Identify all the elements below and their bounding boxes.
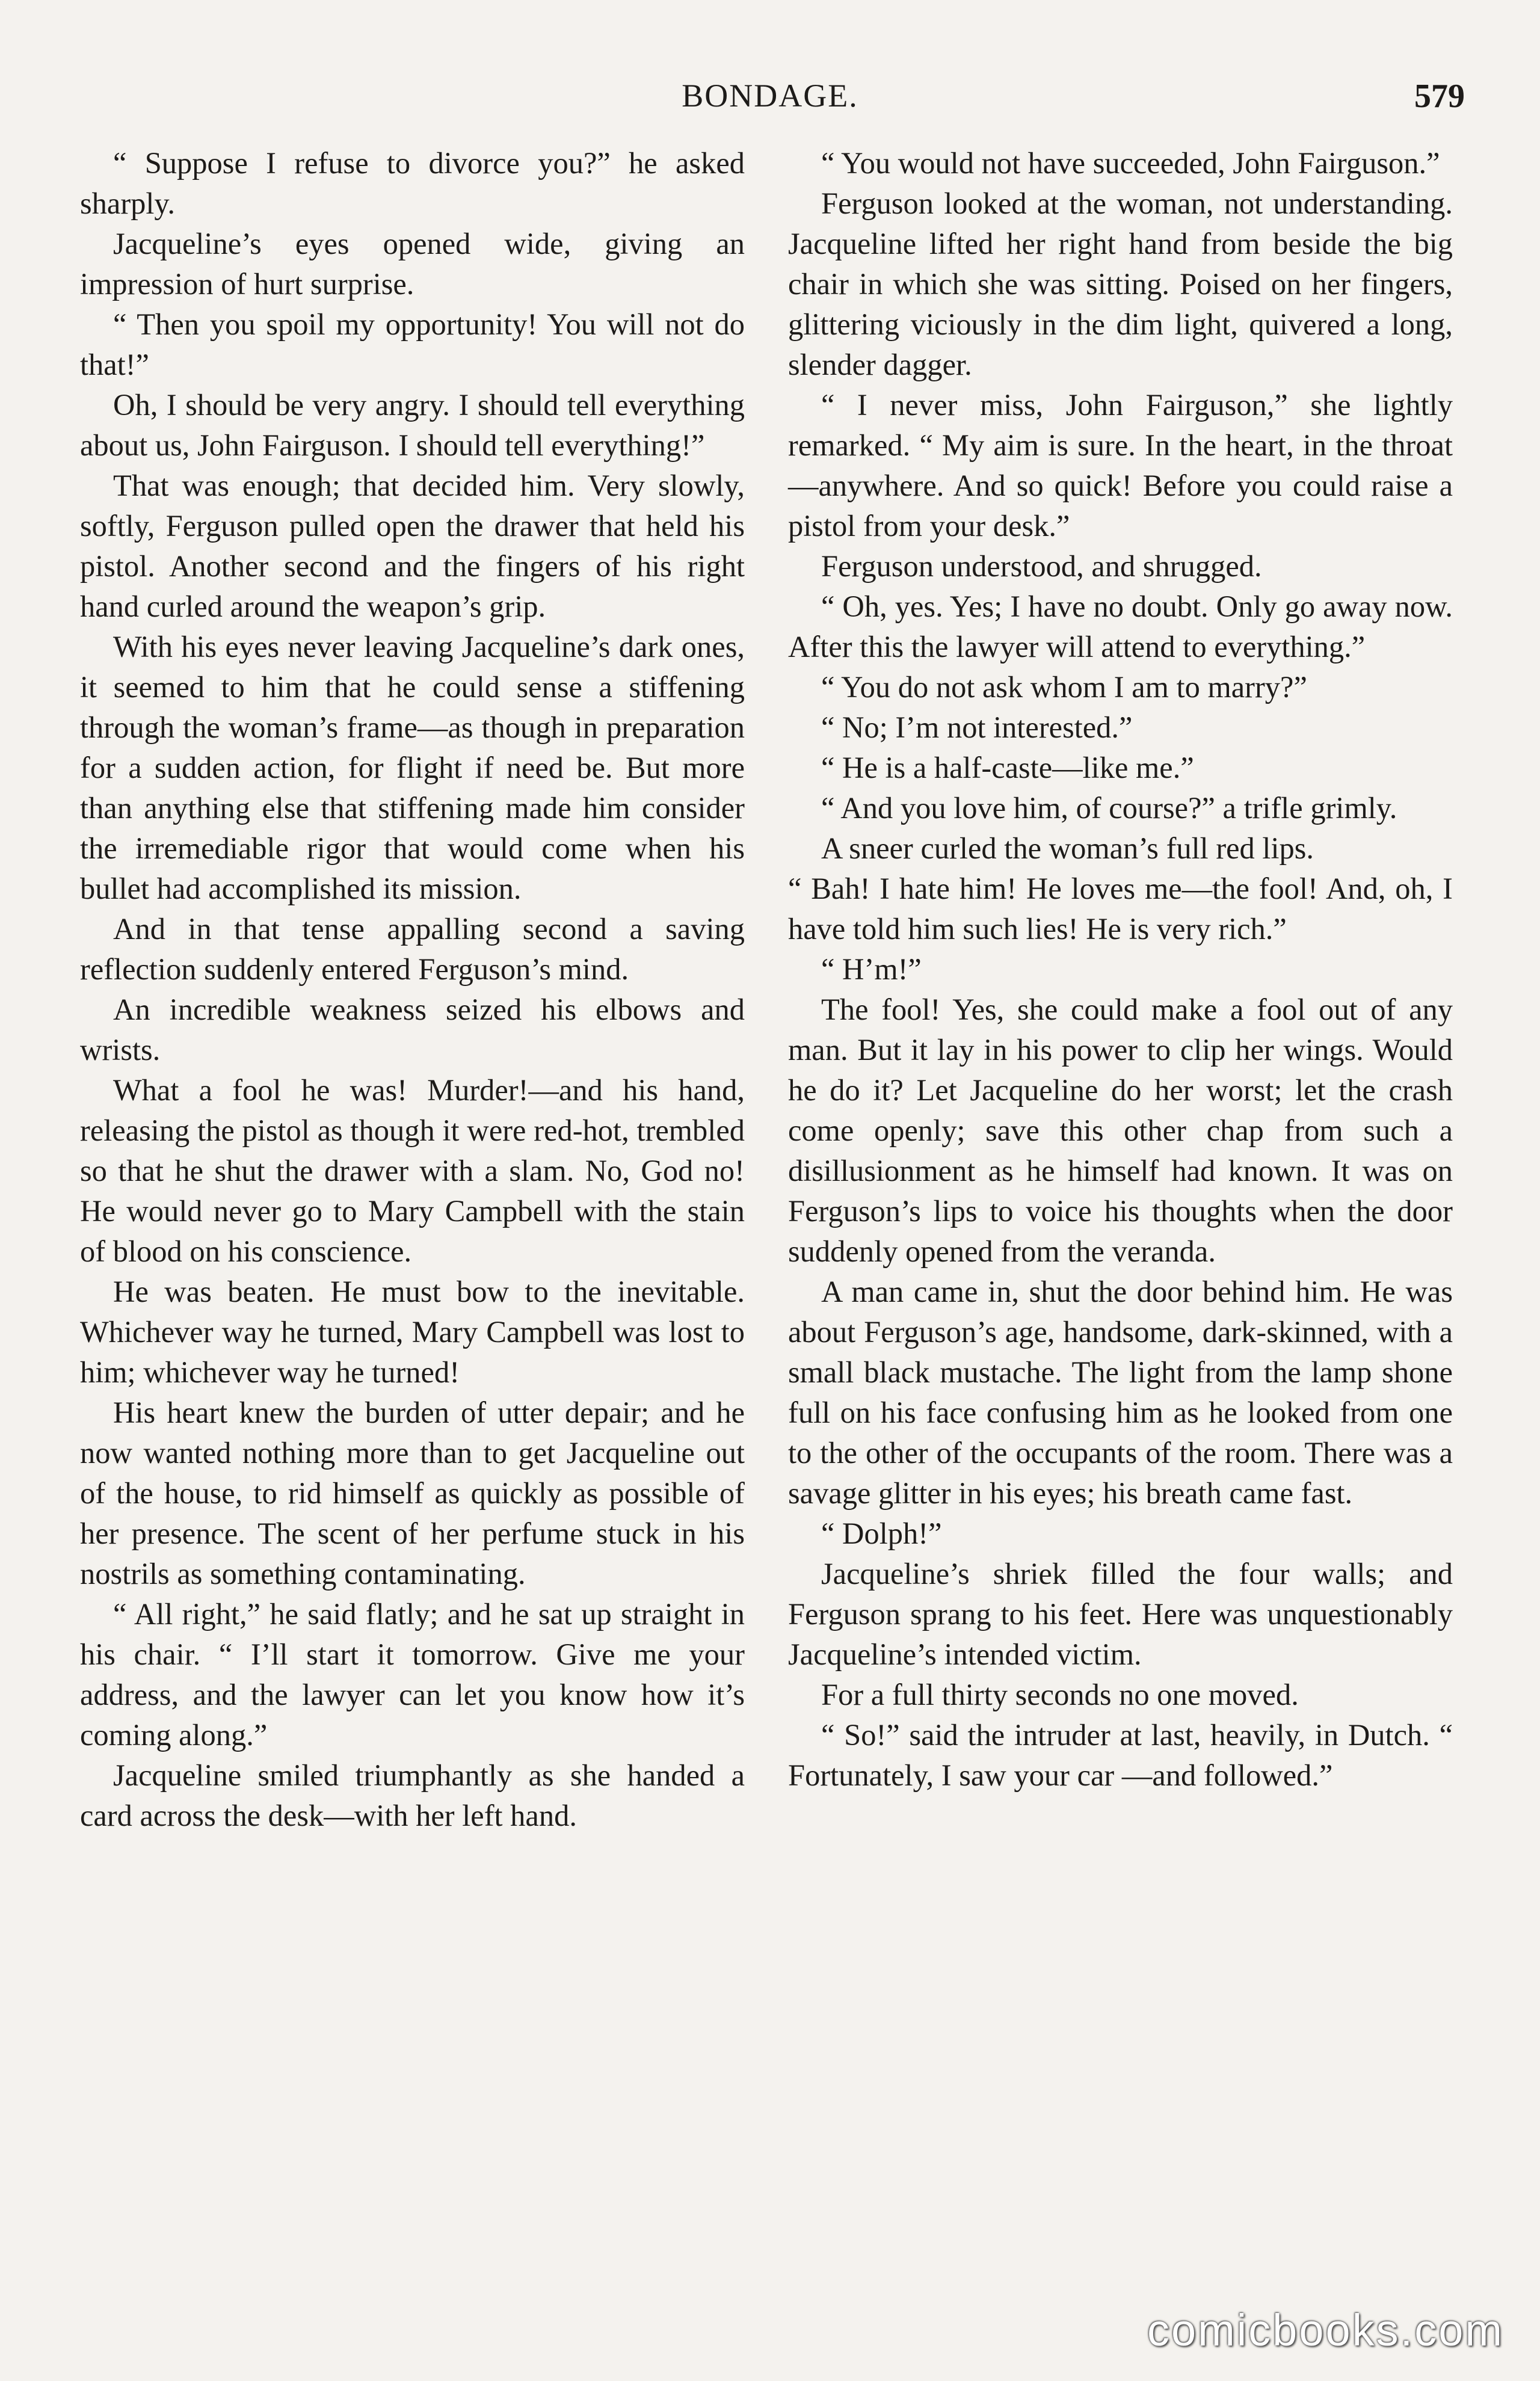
watermark: comicbooks.com	[1147, 2305, 1504, 2355]
paragraph: Oh, I should be very angry. I should tell everything about us, John Fairguson. I should tell everything!”	[80, 388, 745, 462]
paragraph: “ Oh, yes. Yes; I have no doubt. Only go away now. After this the lawyer will attend to everything.”	[788, 590, 1453, 664]
paragraph: He was beaten. He must bow to the inevitable. Whichever way he turned, Mary Campbell was lost to him; whichever way he turned!	[80, 1275, 745, 1389]
paragraph: Ferguson looked at the woman, not understanding. Jacqueline lifted her right hand from beside the big chair in which she was sitting. Poised on her fingers, glittering viciously in the dim light, quivered a long, slender dagger.	[788, 186, 1453, 381]
paragraph: “ Suppose I refuse to divorce you?” he asked sharply.	[80, 146, 745, 220]
paragraph: Jacqueline smiled triumphantly as she handed a card across the desk—with her left hand.	[80, 1758, 745, 1832]
page-header	[0, 72, 1540, 126]
right-text-column	[788, 143, 1453, 1796]
paragraph: What a fool he was! Murder!—and his hand, releasing the pistol as though it were red-hot, trembled so that he shut the drawer with a slam. No, God no! He would never go to Mary Campbell with the stain of blood on his conscience.	[80, 1073, 745, 1268]
paragraph: Jacqueline’s shriek filled the four walls; and Ferguson sprang to his feet. Here was unquestionably Jacqueline’s intended victim.	[788, 1557, 1453, 1671]
paragraph: “ Then you spoil my opportunity! You will not do that!”	[80, 307, 745, 381]
paragraph: “ Bah! I hate him! He loves me—the fool! And, oh, I have told him such lies! He is very rich.”	[788, 872, 1453, 946]
paragraph: “ You would not have succeeded, John Fairguson.”	[821, 146, 1440, 180]
paragraph: His heart knew the burden of utter depair; and he now wanted nothing more than to get Jacqueline out of the house, to rid himself as quickly as possible of her presence. The scent of her perfume stuck in his nostrils as something contaminating.	[80, 1396, 745, 1591]
paragraph: Ferguson understood, and shrugged.	[821, 549, 1262, 583]
paragraph: A sneer curled the woman’s full red lips.	[821, 831, 1314, 865]
paragraph: Jacqueline’s eyes opened wide, giving an impression of hurt surprise.	[80, 227, 745, 301]
paragraph: With his eyes never leaving Jacqueline’s dark ones, it seemed to him that he could sense a stiffening through the woman’s frame—as though in preparation for a sudden action, for flight if need be. But more than anything else that stiffening made him consider the irremediable rigor that would come when his bullet had accomplished its mission.	[80, 630, 745, 905]
paragraph: “ And you love him, of course?” a trifle grimly.	[821, 791, 1397, 825]
paragraph: “ H’m!”	[821, 952, 922, 986]
paragraph: An incredible weakness seized his elbows and wrists.	[80, 993, 745, 1067]
running-head: BONDAGE.	[682, 78, 858, 114]
paragraph: “ Dolph!”	[821, 1517, 942, 1550]
paragraph: For a full thirty seconds no one moved.	[821, 1678, 1299, 1711]
paragraph: A man came in, shut the door behind him. He was about Ferguson’s age, handsome, dark-skinned, with a small black mustache. The light from the lamp shone full on his face confusing him as he looked from one to the other of the occupants of the room. There was a savage glitter in his eyes; his breath came fast.	[788, 1275, 1453, 1510]
paragraph: “ He is a half-caste—like me.”	[821, 751, 1194, 784]
paragraph: “ I never miss, John Fairguson,” she lightly remarked. “ My aim is sure. In the heart, in the throat—anywhere. And so quick! Before you could raise a pistol from your desk.”	[788, 388, 1453, 543]
paragraph: “ No; I’m not interested.”	[821, 710, 1133, 744]
paragraph: “ All right,” he said flatly; and he sat up straight in his chair. “ I’ll start it tomorrow. Give me your address, and the lawyer can let you know how it’s coming along.”	[80, 1597, 745, 1752]
page-number: 579	[1414, 78, 1465, 115]
left-text-column	[80, 143, 745, 1836]
paragraph: “ So!” said the intruder at last, heavily, in Dutch. “ Fortunately, I saw your car —and followed.”	[788, 1718, 1453, 1792]
paragraph: And in that tense appalling second a saving reflection suddenly entered Ferguson’s mind.	[80, 912, 745, 986]
paragraph: The fool! Yes, she could make a fool out of any man. But it lay in his power to clip her wings. Would he do it? Let Jacqueline do her worst; let the crash come openly; save this other chap from such a disillusionment as he himself had known. It was on Ferguson’s lips to voice his thoughts when the door suddenly opened from the veranda.	[788, 993, 1453, 1268]
paragraph: That was enough; that decided him. Very slowly, softly, Ferguson pulled open the drawer that held his pistol. Another second and the fingers of his right hand curled around the weapon’s grip.	[80, 469, 745, 623]
paragraph: “ You do not ask whom I am to marry?”	[821, 670, 1307, 704]
